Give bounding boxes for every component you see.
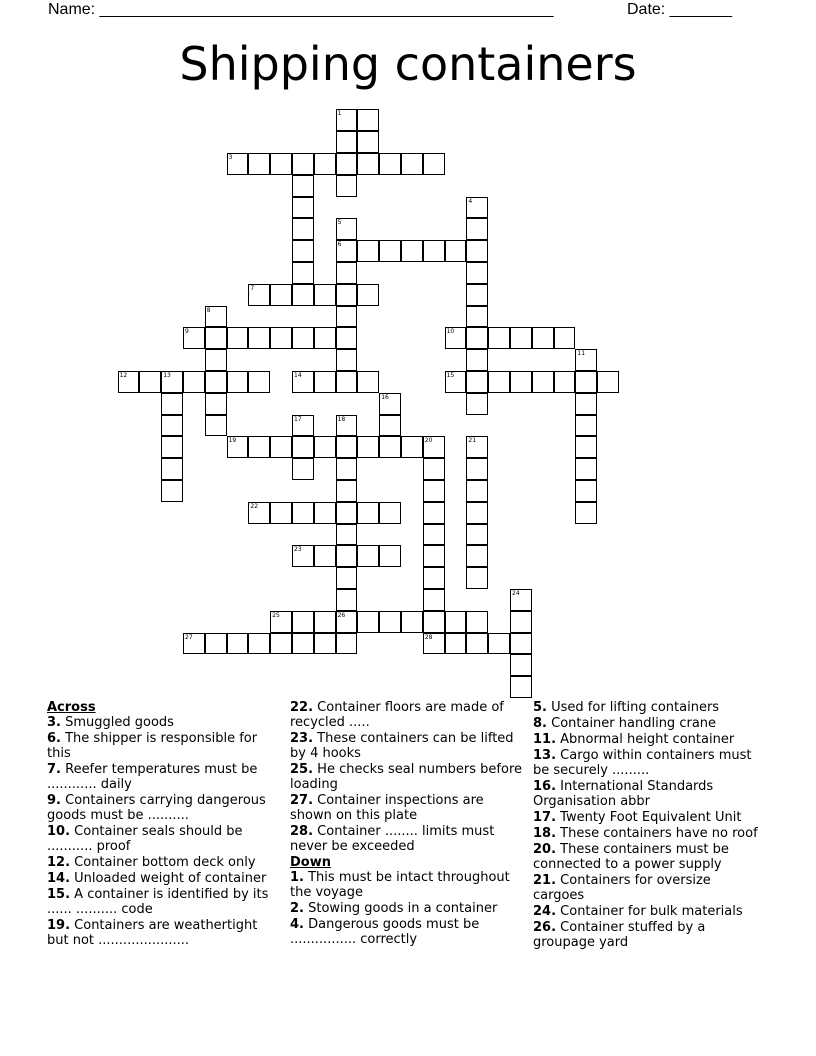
grid-cell[interactable] bbox=[466, 611, 488, 633]
clue-item-number: 13. bbox=[533, 748, 557, 763]
clue-item bbox=[47, 762, 273, 792]
clue-item-number: 11. bbox=[533, 732, 557, 747]
clue-number: 18 bbox=[337, 415, 346, 423]
grid-cell[interactable] bbox=[379, 611, 401, 633]
clue-number: 13 bbox=[163, 372, 171, 379]
clue-item-text: These containers can be lifted by 4 hooks bbox=[290, 731, 514, 761]
clue-item bbox=[533, 904, 765, 919]
grid-cell[interactable] bbox=[554, 327, 576, 349]
grid-cell[interactable] bbox=[466, 633, 488, 655]
clue-item-number: 19. bbox=[47, 918, 71, 933]
grid-cell[interactable] bbox=[466, 284, 488, 306]
grid-cell[interactable] bbox=[336, 371, 358, 393]
clue-item bbox=[290, 700, 522, 730]
grid-cell[interactable] bbox=[401, 436, 423, 458]
grid-cell[interactable] bbox=[488, 327, 510, 349]
clue-item-number: 9. bbox=[47, 793, 61, 808]
clue-item-number: 21. bbox=[533, 873, 557, 888]
clue-number: 21 bbox=[468, 437, 477, 445]
clue-item-text: Used for lifting containers bbox=[546, 700, 720, 715]
clue-item-text: Dangerous goods must be ................ correctly bbox=[290, 917, 480, 947]
clue-item-text: Containers are weathertight but not ...................... bbox=[47, 918, 258, 948]
grid-cell[interactable] bbox=[161, 371, 183, 393]
clue-item bbox=[533, 842, 765, 872]
grid-cell[interactable] bbox=[336, 589, 358, 611]
grid-cell[interactable] bbox=[292, 436, 314, 458]
grid-cell[interactable] bbox=[270, 327, 292, 349]
grid-cell[interactable] bbox=[423, 524, 445, 546]
grid-cell[interactable] bbox=[292, 175, 314, 197]
clue-number: 8 bbox=[206, 306, 211, 314]
grid-cell[interactable] bbox=[205, 633, 227, 655]
clue-item bbox=[47, 918, 273, 948]
grid-cell[interactable] bbox=[423, 458, 445, 480]
clue-item-text: Container stuffed by a groupage yard bbox=[533, 920, 706, 950]
grid-cell[interactable] bbox=[292, 545, 314, 567]
grid-cell[interactable] bbox=[423, 502, 445, 524]
grid-cell[interactable] bbox=[161, 436, 183, 458]
grid-cell[interactable] bbox=[336, 306, 358, 328]
grid-cell[interactable] bbox=[314, 436, 336, 458]
grid-cell[interactable] bbox=[270, 633, 292, 655]
grid-cell[interactable] bbox=[336, 131, 358, 153]
down-heading: Down bbox=[290, 855, 331, 870]
date-field-label: Date: _______ bbox=[627, 1, 732, 18]
grid-cell[interactable] bbox=[357, 240, 379, 262]
grid-cell[interactable] bbox=[336, 175, 358, 197]
clue-item bbox=[290, 731, 522, 761]
clue-item-text: These containers must be connected to a power supply bbox=[533, 842, 729, 872]
clue-item-number: 28. bbox=[290, 824, 314, 839]
clue-item-text: Containers for oversize cargoes bbox=[533, 873, 711, 903]
clue-item-text: Cargo within containers must be securely ......... bbox=[533, 748, 752, 778]
grid-cell[interactable] bbox=[205, 327, 227, 349]
across-clue-list-continued bbox=[290, 700, 522, 854]
clue-item-number: 1. bbox=[290, 870, 304, 885]
grid-cell[interactable] bbox=[379, 393, 401, 415]
grid-cell[interactable] bbox=[575, 393, 597, 415]
grid-cell[interactable] bbox=[510, 371, 532, 393]
grid-cell[interactable] bbox=[401, 611, 423, 633]
grid-cell[interactable] bbox=[314, 327, 336, 349]
grid-cell[interactable] bbox=[292, 240, 314, 262]
grid-cell[interactable] bbox=[336, 349, 358, 371]
clue-number: 22 bbox=[250, 502, 259, 510]
grid-cell[interactable] bbox=[183, 327, 205, 349]
grid-cell[interactable] bbox=[423, 567, 445, 589]
grid-cell[interactable] bbox=[292, 284, 314, 306]
grid-cell[interactable] bbox=[292, 197, 314, 219]
grid-cell[interactable] bbox=[466, 567, 488, 589]
clue-number: 15 bbox=[446, 372, 455, 379]
clue-item-number: 25. bbox=[290, 762, 314, 777]
clue-item-number: 16. bbox=[533, 779, 557, 794]
clue-item bbox=[47, 715, 273, 730]
clue-item-number: 24. bbox=[533, 904, 557, 919]
clue-item-number: 23. bbox=[290, 731, 314, 746]
grid-cell[interactable] bbox=[314, 633, 336, 655]
grid-cell[interactable] bbox=[357, 131, 379, 153]
grid-cell[interactable] bbox=[227, 436, 249, 458]
grid-cell[interactable] bbox=[445, 327, 467, 349]
grid-cell[interactable] bbox=[379, 502, 401, 524]
grid-cell[interactable] bbox=[466, 197, 488, 219]
clue-item-number: 10. bbox=[47, 824, 71, 839]
grid-cell[interactable] bbox=[336, 480, 358, 502]
clue-item-text: This must be intact throughout the voyage bbox=[290, 870, 510, 900]
grid-cell[interactable] bbox=[423, 589, 445, 611]
grid-cell[interactable] bbox=[227, 633, 249, 655]
grid-cell[interactable] bbox=[597, 371, 619, 393]
clue-item bbox=[47, 793, 273, 823]
grid-cell[interactable] bbox=[575, 480, 597, 502]
grid-cell[interactable] bbox=[575, 458, 597, 480]
grid-cell[interactable] bbox=[466, 349, 488, 371]
clue-item-text: Container handling crane bbox=[546, 716, 717, 731]
clue-number: 27 bbox=[185, 633, 193, 641]
grid-cell[interactable] bbox=[314, 502, 336, 524]
grid-cell[interactable] bbox=[575, 349, 597, 371]
grid-cell[interactable] bbox=[466, 262, 488, 284]
grid-cell[interactable] bbox=[510, 327, 532, 349]
clue-number: 23 bbox=[294, 546, 302, 554]
grid-cell[interactable] bbox=[336, 153, 358, 175]
clues-column-1 bbox=[47, 700, 273, 949]
clue-item-text: Containers carrying dangerous goods must be .......... bbox=[47, 793, 266, 823]
grid-cell[interactable] bbox=[205, 306, 227, 328]
clue-number: 20 bbox=[424, 437, 433, 445]
grid-cell[interactable] bbox=[575, 415, 597, 437]
clue-item-text: Smuggled goods bbox=[60, 715, 174, 730]
grid-cell[interactable] bbox=[292, 153, 314, 175]
grid-cell[interactable] bbox=[205, 349, 227, 371]
grid-cell[interactable] bbox=[554, 371, 576, 393]
clue-number: 24 bbox=[512, 590, 520, 597]
clue-item bbox=[533, 873, 765, 903]
clue-number: 12 bbox=[119, 372, 128, 379]
grid-cell[interactable] bbox=[357, 109, 379, 131]
grid-cell[interactable] bbox=[161, 415, 183, 437]
grid-cell[interactable] bbox=[118, 371, 140, 393]
grid-cell[interactable] bbox=[379, 153, 401, 175]
grid-cell[interactable] bbox=[466, 502, 488, 524]
grid-cell[interactable] bbox=[314, 284, 336, 306]
clue-item-text: Reefer temperatures must be ............ daily bbox=[47, 762, 258, 792]
grid-cell[interactable] bbox=[248, 502, 270, 524]
grid-cell[interactable] bbox=[336, 524, 358, 546]
clue-number: 11 bbox=[577, 350, 586, 358]
grid-cell[interactable] bbox=[466, 327, 488, 349]
clue-item-number: 15. bbox=[47, 887, 71, 902]
grid-cell[interactable] bbox=[445, 633, 467, 655]
grid-cell[interactable] bbox=[336, 284, 358, 306]
grid-cell[interactable] bbox=[532, 327, 554, 349]
clue-item-number: 17. bbox=[533, 810, 557, 825]
grid-cell[interactable] bbox=[575, 502, 597, 524]
clue-item bbox=[290, 793, 522, 823]
grid-cell[interactable] bbox=[466, 436, 488, 458]
grid-cell[interactable] bbox=[510, 633, 532, 655]
clue-number: 25 bbox=[272, 611, 280, 619]
clues-column-3 bbox=[533, 700, 765, 951]
grid-cell[interactable] bbox=[336, 327, 358, 349]
grid-cell[interactable] bbox=[183, 371, 205, 393]
grid-cell[interactable] bbox=[423, 436, 445, 458]
clue-item-number: 6. bbox=[47, 731, 61, 746]
grid-cell[interactable] bbox=[466, 524, 488, 546]
grid-cell[interactable] bbox=[336, 415, 358, 437]
grid-cell[interactable] bbox=[205, 393, 227, 415]
grid-cell[interactable] bbox=[314, 545, 336, 567]
clue-item-text: A container is identified by its ...... .......... code bbox=[47, 887, 269, 917]
clue-item-number: 5. bbox=[533, 700, 547, 715]
grid-cell[interactable] bbox=[336, 458, 358, 480]
clue-item bbox=[533, 920, 765, 950]
grid-cell[interactable] bbox=[270, 284, 292, 306]
grid-cell[interactable] bbox=[270, 611, 292, 633]
grid-cell[interactable] bbox=[466, 393, 488, 415]
grid-cell[interactable] bbox=[336, 633, 358, 655]
grid-cell[interactable] bbox=[248, 371, 270, 393]
clue-number: 19 bbox=[228, 437, 237, 445]
grid-cell[interactable] bbox=[423, 611, 445, 633]
grid-cell[interactable] bbox=[227, 153, 249, 175]
clue-item bbox=[533, 732, 765, 747]
clue-item-number: 4. bbox=[290, 917, 304, 932]
clue-number: 3 bbox=[228, 154, 233, 161]
down-clue-list bbox=[290, 870, 522, 947]
grid-cell[interactable] bbox=[466, 218, 488, 240]
clue-item bbox=[290, 762, 522, 792]
grid-cell[interactable] bbox=[510, 654, 532, 676]
grid-cell[interactable] bbox=[139, 371, 161, 393]
grid-cell[interactable] bbox=[401, 240, 423, 262]
grid-cell[interactable] bbox=[336, 262, 358, 284]
clue-item bbox=[290, 824, 522, 854]
grid-cell[interactable] bbox=[423, 545, 445, 567]
grid-cell[interactable] bbox=[205, 415, 227, 437]
grid-cell[interactable] bbox=[248, 633, 270, 655]
clue-item-text: Twenty Foot Equivalent Unit bbox=[556, 810, 742, 825]
clue-item bbox=[290, 901, 522, 916]
clue-number: 28 bbox=[424, 633, 433, 641]
grid-cell[interactable] bbox=[248, 436, 270, 458]
grid-cell[interactable] bbox=[532, 371, 554, 393]
clue-item bbox=[533, 779, 765, 809]
clue-item-text: These containers have no roof bbox=[556, 826, 758, 841]
grid-cell[interactable] bbox=[466, 458, 488, 480]
clue-number: 6 bbox=[337, 241, 342, 249]
clue-number: 10 bbox=[446, 328, 455, 336]
grid-cell[interactable] bbox=[183, 633, 205, 655]
grid-cell[interactable] bbox=[466, 545, 488, 567]
clue-item-text: He checks seal numbers before loading bbox=[290, 762, 522, 792]
grid-cell[interactable] bbox=[227, 327, 249, 349]
clue-item-number: 27. bbox=[290, 793, 314, 808]
clue-item bbox=[533, 748, 765, 778]
clue-number: 17 bbox=[294, 415, 302, 423]
clue-item-text: The shipper is responsible for this bbox=[47, 731, 258, 761]
clue-number: 16 bbox=[381, 393, 389, 401]
grid-cell[interactable] bbox=[248, 327, 270, 349]
grid-cell[interactable] bbox=[575, 371, 597, 393]
grid-cell[interactable] bbox=[248, 284, 270, 306]
clue-item bbox=[290, 870, 522, 900]
grid-cell[interactable] bbox=[575, 436, 597, 458]
grid-cell[interactable] bbox=[423, 240, 445, 262]
clues-column-2 bbox=[290, 700, 522, 948]
grid-cell[interactable] bbox=[357, 284, 379, 306]
grid-cell[interactable] bbox=[466, 480, 488, 502]
clue-item-text: Container ........ limits must never be exceeded bbox=[290, 824, 495, 854]
clue-number: 5 bbox=[337, 219, 342, 227]
clue-item bbox=[47, 731, 273, 761]
clue-item-text: Abnormal height container bbox=[556, 732, 735, 747]
grid-cell[interactable] bbox=[292, 633, 314, 655]
down-clue-list-continued bbox=[533, 700, 765, 950]
grid-cell[interactable] bbox=[205, 371, 227, 393]
grid-cell[interactable] bbox=[248, 153, 270, 175]
clue-item bbox=[47, 824, 273, 854]
clue-number: 4 bbox=[468, 197, 473, 205]
clue-item-number: 7. bbox=[47, 762, 61, 777]
clue-item-number: 18. bbox=[533, 826, 557, 841]
clue-item-number: 20. bbox=[533, 842, 557, 857]
clue-number: 9 bbox=[185, 328, 189, 336]
clue-number: 26 bbox=[337, 611, 346, 619]
clue-item-number: 26. bbox=[533, 920, 557, 935]
clue-item-text: Unloaded weight of container bbox=[70, 871, 267, 886]
grid-cell[interactable] bbox=[466, 306, 488, 328]
clue-item-text: Stowing goods in a container bbox=[303, 901, 498, 916]
grid-cell[interactable] bbox=[227, 371, 249, 393]
grid-cell[interactable] bbox=[270, 502, 292, 524]
grid-cell[interactable] bbox=[161, 480, 183, 502]
clue-item-number: 2. bbox=[290, 901, 304, 916]
grid-cell[interactable] bbox=[292, 458, 314, 480]
grid-cell[interactable] bbox=[314, 371, 336, 393]
grid-cell[interactable] bbox=[445, 611, 467, 633]
clue-number: 1 bbox=[337, 110, 342, 118]
grid-cell[interactable] bbox=[357, 371, 379, 393]
grid-cell[interactable] bbox=[401, 153, 423, 175]
grid-cell[interactable] bbox=[314, 153, 336, 175]
clue-item-text: Container inspections are shown on this plate bbox=[290, 793, 484, 823]
clue-item-text: Container seals should be ........... proof bbox=[47, 824, 243, 854]
clue-item bbox=[533, 810, 765, 825]
grid-cell[interactable] bbox=[423, 480, 445, 502]
grid-cell[interactable] bbox=[510, 676, 532, 698]
grid-cell[interactable] bbox=[357, 545, 379, 567]
clue-item-text: Container bottom deck only bbox=[70, 855, 256, 870]
grid-cell[interactable] bbox=[161, 458, 183, 480]
grid-cell[interactable] bbox=[292, 262, 314, 284]
clue-item-number: 14. bbox=[47, 871, 71, 886]
clue-item-text: Container for bulk materials bbox=[556, 904, 743, 919]
grid-cell[interactable] bbox=[488, 633, 510, 655]
grid-cell[interactable] bbox=[292, 218, 314, 240]
grid-cell[interactable] bbox=[270, 436, 292, 458]
grid-cell[interactable] bbox=[423, 153, 445, 175]
grid-cell[interactable] bbox=[488, 371, 510, 393]
grid-cell[interactable] bbox=[292, 502, 314, 524]
clue-number: 14 bbox=[294, 372, 302, 379]
grid-cell[interactable] bbox=[510, 611, 532, 633]
clue-item bbox=[290, 917, 522, 947]
grid-cell[interactable] bbox=[466, 371, 488, 393]
grid-cell[interactable] bbox=[161, 393, 183, 415]
clue-item-text: Container floors are made of recycled ..... bbox=[290, 700, 504, 730]
clue-item bbox=[533, 716, 765, 731]
grid-cell[interactable] bbox=[423, 633, 445, 655]
grid-cell[interactable] bbox=[270, 153, 292, 175]
grid-cell[interactable] bbox=[336, 240, 358, 262]
grid-cell[interactable] bbox=[379, 415, 401, 437]
clue-item bbox=[47, 887, 273, 917]
grid-cell[interactable] bbox=[336, 436, 358, 458]
clue-item bbox=[47, 871, 273, 886]
grid-cell[interactable] bbox=[292, 327, 314, 349]
grid-cell[interactable] bbox=[357, 153, 379, 175]
grid-cell[interactable] bbox=[336, 567, 358, 589]
grid-cell[interactable] bbox=[445, 371, 467, 393]
grid-cell[interactable] bbox=[357, 611, 379, 633]
grid-cell[interactable] bbox=[336, 545, 358, 567]
grid-cell[interactable] bbox=[379, 545, 401, 567]
grid-cell[interactable] bbox=[445, 240, 467, 262]
grid-cell[interactable] bbox=[336, 611, 358, 633]
grid-cell[interactable] bbox=[357, 502, 379, 524]
grid-cell[interactable] bbox=[336, 109, 358, 131]
clue-item-number: 12. bbox=[47, 855, 71, 870]
grid-cell[interactable] bbox=[336, 218, 358, 240]
page-title: Shipping containers bbox=[179, 37, 637, 91]
across-heading: Across bbox=[47, 700, 96, 715]
clue-item bbox=[533, 826, 765, 841]
clue-number: 7 bbox=[250, 284, 255, 292]
clue-item bbox=[47, 855, 273, 870]
grid-cell[interactable] bbox=[379, 240, 401, 262]
grid-cell[interactable] bbox=[357, 436, 379, 458]
grid-cell[interactable] bbox=[379, 436, 401, 458]
grid-cell[interactable] bbox=[336, 502, 358, 524]
name-field-label: Name: ___________________________________________________ bbox=[48, 1, 554, 18]
clue-item bbox=[533, 700, 765, 715]
clue-item-text: International Standards Organisation abbr bbox=[533, 779, 714, 809]
grid-cell[interactable] bbox=[292, 371, 314, 393]
clue-item-number: 8. bbox=[533, 716, 547, 731]
clue-item-number: 3. bbox=[47, 715, 61, 730]
across-clue-list bbox=[47, 715, 273, 948]
clue-item-number: 22. bbox=[290, 700, 314, 715]
grid-cell[interactable] bbox=[292, 611, 314, 633]
grid-cell[interactable] bbox=[510, 589, 532, 611]
grid-cell[interactable] bbox=[292, 415, 314, 437]
grid-cell[interactable] bbox=[314, 611, 336, 633]
grid-cell[interactable] bbox=[466, 240, 488, 262]
